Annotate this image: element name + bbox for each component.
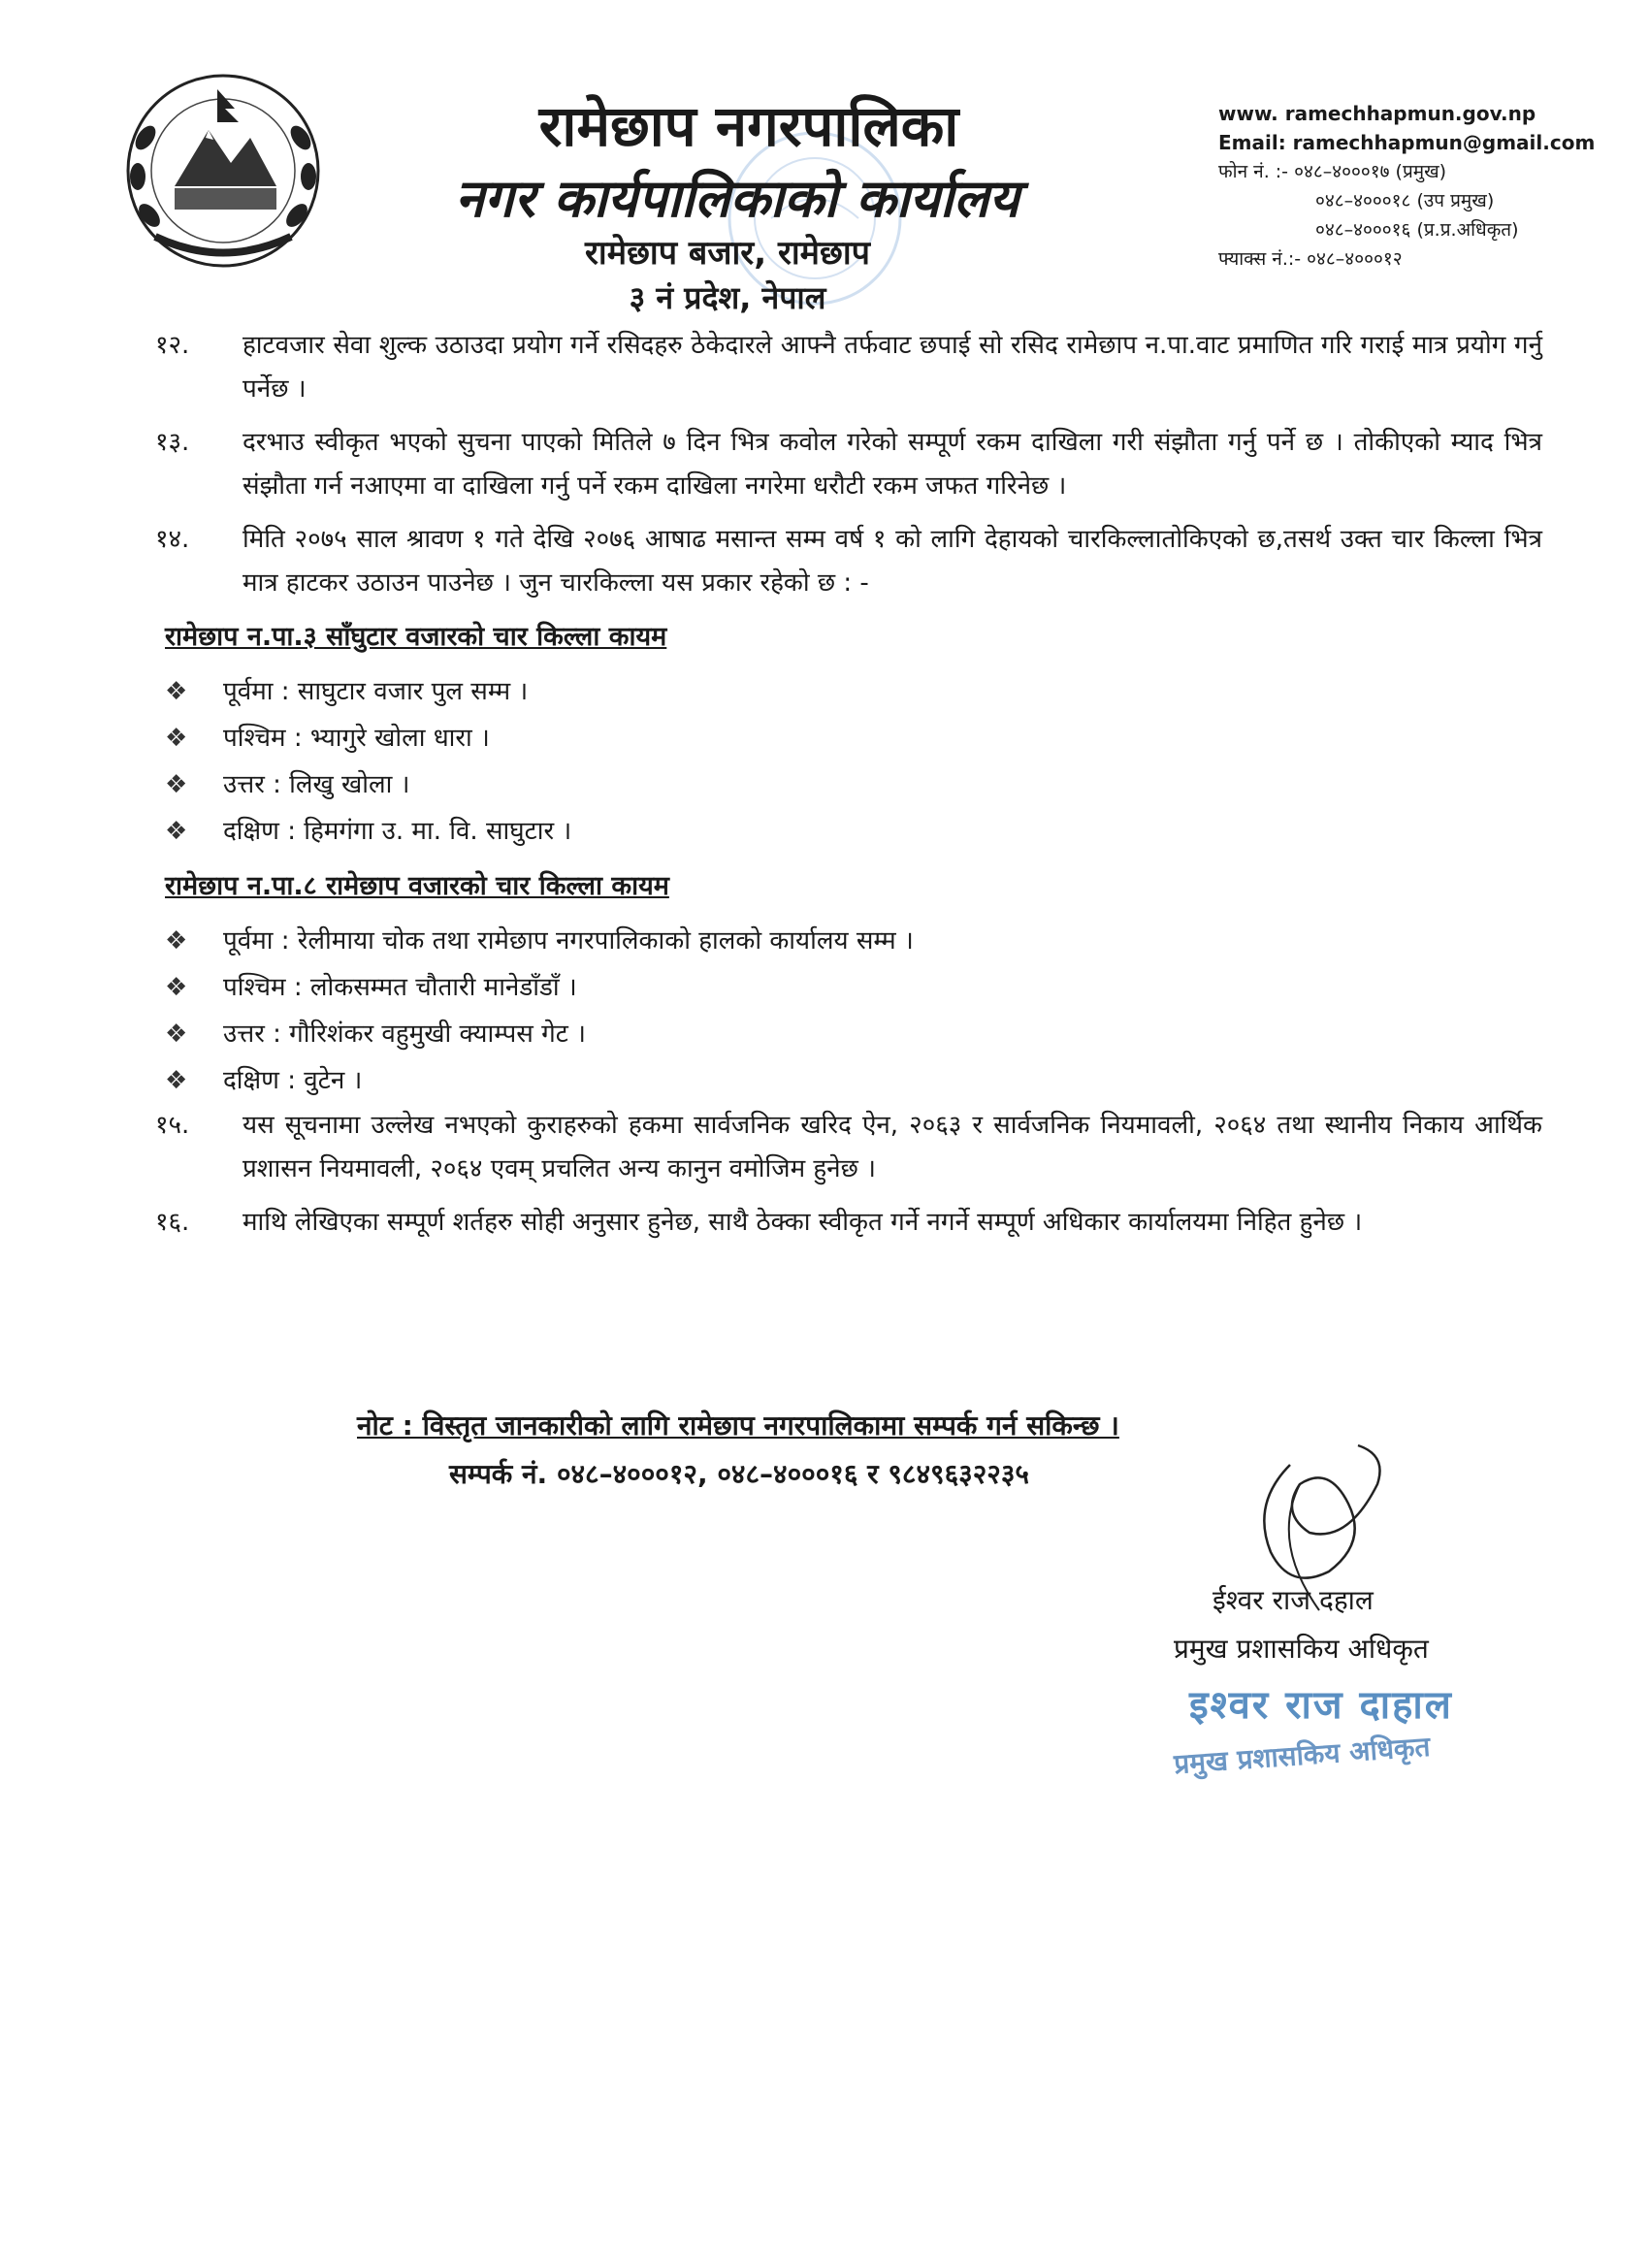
diamond-bullet-icon: ❖	[165, 769, 188, 799]
diamond-bullet-icon: ❖	[165, 676, 188, 706]
province-line: ३ नं प्रदेश, नेपाल	[629, 279, 826, 316]
clause-text: हाटवजार सेवा शुल्क उठाउदा प्रयोग गर्ने रसिदहरु ठेकेदारले आफ्नै तर्फवाट छपाई सो रसिद रामेछाप न.पा.वाट प्रमाणित गरि गराई मात्र प्रयोग गर्नु पर्नेछ ।	[242, 331, 1542, 404]
stamp-title: प्रमुख प्रशासकिय अधिकृत	[1173, 1730, 1432, 1781]
clause-13	[155, 421, 1542, 508]
clause-text: मिति २०७५ साल श्रावण १ गते देखि २०७६ आषाढ मसान्त सम्म वर्ष १ को लागि देहायको चारकिल्लातोकिएको छ,तसर्थ उक्त चार किल्ला भित्र मात्र हाटकर उठाउन पाउनेछ । जुन चारकिल्ला यस प्रकार रहेको छ : -	[242, 525, 1542, 598]
signatory-name: ईश्वर राज दहाल	[1212, 1584, 1374, 1616]
list-item: ❖ पूर्वमा : साघुटार वजार पुल सम्म ।	[155, 668, 1542, 715]
note-line: नोट : विस्तृत जानकारीको लागि रामेछाप नगरपालिकामा सम्पर्क गर्न सकिन्छ ।	[357, 1409, 1119, 1442]
clause-text: दरभाउ स्वीकृत भएको सुचना पाएको मितिले ७ दिन भित्र कवोल गरेको सम्पूर्ण रकम दाखिला गरी संझौता गर्नु पर्ने छ । तोकीएको म्याद भित्र संझौता गर्न नआएमा वा दाखिला गर्नु पर्ने रकम दाखिला नगरेमा धरौटी रकम जफत गरिनेछ ।	[242, 428, 1542, 501]
fax-number: फ्याक्स नं.:- ०४८–४०००१२	[1218, 248, 1403, 270]
clause-number: १४.	[155, 525, 190, 554]
list-item: ❖ उत्तर : लिखु खोला ।	[155, 761, 1542, 808]
phone-officer: ०४८–४०००१६ (प्र.प्र.अधिकृत)	[1315, 219, 1519, 241]
diamond-bullet-icon: ❖	[165, 972, 188, 1002]
phone-deputy: ०४८–४०००१८ (उप प्रमुख)	[1315, 190, 1495, 211]
diamond-bullet-icon: ❖	[165, 816, 188, 846]
diamond-bullet-icon: ❖	[165, 925, 188, 956]
list-item: ❖ दक्षिण : हिमगंगा उ. मा. वि. साघुटार ।	[155, 808, 1542, 855]
list-item: ❖ पश्चिम : लोकसम्मत चौतारी मानेडाँडाँ ।	[155, 964, 1542, 1011]
list-item: ❖ पश्चिम : भ्यागुरे खोला धारा ।	[155, 715, 1542, 761]
contact-block	[1218, 99, 1626, 274]
signatory-title: प्रमुख प्रशासकिय अधिकृत	[1174, 1633, 1429, 1665]
diamond-bullet-icon: ❖	[165, 723, 188, 753]
clause-12	[155, 324, 1542, 411]
office-address: रामेछाप बजार, रामेछाप	[585, 234, 870, 273]
contact-numbers: सम्पर्क नं. ०४८–४०००१२, ०४८–४०००१६ र ९८४९६३२२३५	[449, 1458, 1029, 1490]
list-item: ❖ उत्तर : गौरिशंकर वहुमुखी क्याम्पस गेट ।	[155, 1011, 1542, 1057]
email-link[interactable]: Email: ramechhapmun@gmail.com	[1218, 131, 1596, 154]
section-heading-saghutar: रामेछाप न.पा.३ साँघुटार वजारको चार किल्ला कायम	[165, 622, 667, 652]
clause-16	[155, 1201, 1542, 1245]
section-heading-ramechhap-bazar: रामेछाप न.पा.८ रामेछाप वजारको चार किल्ला कायम	[165, 871, 669, 901]
office-name: नगर कार्यपालिकाको कार्यालय	[455, 168, 1019, 229]
organization-name: रामेछाप नगरपालिका	[538, 93, 959, 159]
diamond-bullet-icon: ❖	[165, 1065, 188, 1095]
list-item: ❖ दक्षिण : वुटेन ।	[155, 1057, 1542, 1104]
clause-text: यस सूचनामा उल्लेख नभएको कुराहरुको हकमा सार्वजनिक खरिद ऐन, २०६३ र सार्वजनिक नियमावली, २०६४ तथा स्थानीय निकाय आर्थिक प्रशासन नियमावली, २०६४ एवम् प्रचलित अन्य कानुन वमोजिम हुनेछ ।	[242, 1111, 1542, 1183]
stamp-name: इश्वर राज दाहाल	[1189, 1683, 1453, 1728]
list-item: ❖ पूर्वमा : रेलीमाया चोक तथा रामेछाप नगरपालिकाको हालको कार्यालय सम्म ।	[155, 918, 1542, 964]
clause-number: १२.	[155, 331, 190, 360]
clause-text: माथि लेखिएका सम्पूर्ण शर्तहरु सोही अनुसार हुनेछ, साथै ठेक्का स्वीकृत गर्ने नगर्ने सम्पूर्ण अधिकार कार्यालयमा निहित हुनेछ ।	[242, 1208, 1363, 1237]
clause-14	[155, 518, 1542, 605]
clause-15	[155, 1104, 1542, 1191]
diamond-bullet-icon: ❖	[165, 1019, 188, 1049]
notice-body	[155, 324, 1542, 1254]
clause-number: १५.	[155, 1111, 190, 1140]
clause-number: १६.	[155, 1208, 190, 1237]
phone-chief: फोन नं. :- ०४८–४०००१७ (प्रमुख)	[1218, 161, 1447, 182]
website-link[interactable]: www. ramechhapmun.gov.np	[1218, 102, 1536, 125]
clause-number: १३.	[155, 428, 190, 457]
